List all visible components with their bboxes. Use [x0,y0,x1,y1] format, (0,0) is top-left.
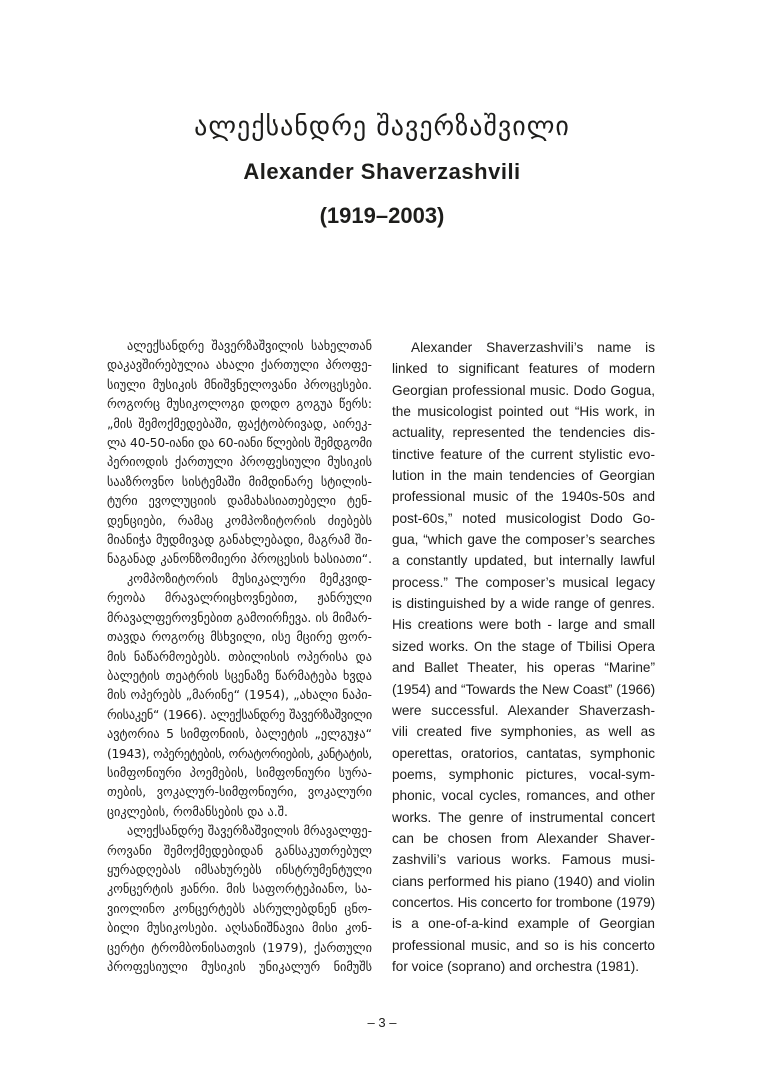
text-line: gua, “which gave the composer’s searches [392,532,655,548]
text-line: თების, ვოკალურ-სიმფონიური, ვოკალური [107,785,372,800]
page-number: – 3 – [367,1015,397,1030]
text-line: operettas, oratorios, cantatas, symphonic [392,745,655,761]
text-line: is distinguished by a wide range of genres. [392,596,655,612]
text-line: ბალეტის თეატრის სცენაზე წარმატება ხვდა [107,668,372,683]
paragraph [107,570,372,822]
text-line: როგორც მუსიკოლოგი დოდო გოგუა წერს: [107,397,372,412]
text-line: works. The genre of instrumental concert [392,809,655,825]
text-line: სიმფონიური პოემების, სიმფონიური სურა- [107,765,372,780]
text-line: სიული მუსიკის მნიშვნელოვანი პროცესები. [107,377,372,392]
text-line: linked to significant features of modern [392,361,655,377]
text-line: concertos. His concerto for trombone (1979) [392,894,655,910]
text-line: the musicologist pointed out “His work, in [392,404,655,420]
text-line: process.” The composer’s musical legacy [392,574,655,590]
georgian-text-column [107,337,372,977]
text-line: zashvili’s various works. Famous musi- [392,852,655,868]
text-line: (1943), ოპერეტების, ორატორიების, კანტატის, [107,746,372,761]
text-line: a constantly updated, but internally lawful [392,553,655,569]
text-line: and Ballet Theater, his operas “Marine” [392,660,655,676]
text-line: professional music, and so is his concerto [392,937,655,953]
paragraph [107,337,372,570]
text-line: vili created five symphonies, as well as [392,724,655,740]
text-line: დენციები, რამაც კომპოზიტორის ძიებებს [107,513,372,528]
text-line: His creations were both - large and small [392,617,655,633]
text-line: phonic, vocal cycles, romances, and other [392,788,655,804]
text-line: ბილი მუსიკოსები. აღსანიშნავია მისი კონ- [107,921,372,936]
text-line: tinctive feature of the current stylistic evo- [392,446,655,462]
text-line: რისაკენ“ (1966). ალექსანდრე შავერზაშვილი [107,707,372,722]
text-line: ალექსანდრე შავერზაშვილის სახელთან [127,339,372,353]
text-line: Alexander Shaverzashvili’s name is [411,340,655,355]
text-line: ალექსანდრე შავერზაშვილის მრავალფე- [127,824,372,839]
paragraph [392,337,655,977]
text-line: ციკლების, რომანსების და ა.შ. [107,804,288,819]
text-line: დაკავშირებულია ახალი ქართული პროფე- [107,358,372,373]
text-line: მიანიჭა მუდმივად განახლებადი, მაგრამ ში- [107,533,372,548]
georgian-title: ალექსანდრე შავერზაშვილი [194,112,570,142]
english-title: Alexander Shaverzashvili [243,159,521,184]
text-line: კომპოზიტორის მუსიკალური მემკვიდ- [127,571,372,586]
text-line: პერიოდის ქართული პროფესიული მუსიკის [107,455,372,470]
text-line: რეობა მრავალრიცხოვნებით, ჟანრული [107,591,372,606]
text-line: is a one-of-a-kind example of Georgian [392,916,655,932]
text-line: თავდა როგორც მსხვილი, ისე მცირე ფორ- [107,630,372,645]
text-line: ლა 40-50-იანი და 60-იანი წლების შემდგომი [107,436,372,451]
text-line: post-60s,” noted musicologist Dodo Go- [392,510,655,526]
english-text-column [392,337,655,977]
text-line: კონცერტის ჟანრი. მის საფორტეპიანო, სა- [107,882,372,897]
text-line: ნაგანად კანონზომიერი პროცესის ხასიათი“. [107,552,372,567]
text-line: სააზროვნო სისტემაში მიმდინარე სტილის- [107,474,372,489]
text-line: (1954) and “Towards the New Coast” (1966) [392,681,655,697]
text-line: sized works. On the stage of Tbilisi Opera [392,638,655,654]
text-line: „მის შემოქმედებაში, ფაქტობრივად, აირეკ- [107,416,372,431]
text-line: ტური ევოლუციის დამახასიათებელი ტენ- [107,494,372,509]
text-line: ყურადღებას იმსახურებს ინსტრუმენტული [107,862,372,877]
text-line: were successful. Alexander Shaverzash- [392,702,655,718]
text-line: მის ნაწარმოებებს. თბილისის ოპერისა და [107,649,372,664]
text-line: მის ოპერებს „მარინე“ (1954), „ახალი ნაპი- [107,688,372,703]
text-line: ცერტი ტრომბონისათვის (1979), ქართული [107,940,372,955]
text-line: professional music of the 1940s-50s and [392,489,655,505]
text-line: lution in the main tendencies of Georgian [392,468,655,484]
text-line: for voice (soprano) and orchestra (1981). [392,958,640,974]
text-line: Georgian professional music. Dodo Gogua, [392,382,655,398]
text-line: poems, symphonic pictures, vocal-sym- [392,766,655,782]
text-line: ავტორია 5 სიმფონიის, ბალეტის „ელგუჯა“ [107,727,372,742]
text-line: პროფესიული მუსიკის უნიკალურ ნიმუშს [107,960,372,974]
text-line: actuality, represented the tendencies dis- [392,425,655,441]
paragraph [107,822,372,977]
life-dates: (1919–2003) [319,203,445,228]
text-line: cians performed his piano (1940) and violin [392,873,655,889]
text-line: ვიოლინო კონცერტებს ასრულებდნენ ცნო- [107,901,372,916]
text-line: როვანი შემოქმედებიდან განსაკუთრებულ [107,843,372,858]
text-line: can be chosen from Alexander Shaver- [392,830,655,846]
text-line: მრავალფეროვნებით გამოირჩევა. ის მიმარ- [107,610,372,625]
